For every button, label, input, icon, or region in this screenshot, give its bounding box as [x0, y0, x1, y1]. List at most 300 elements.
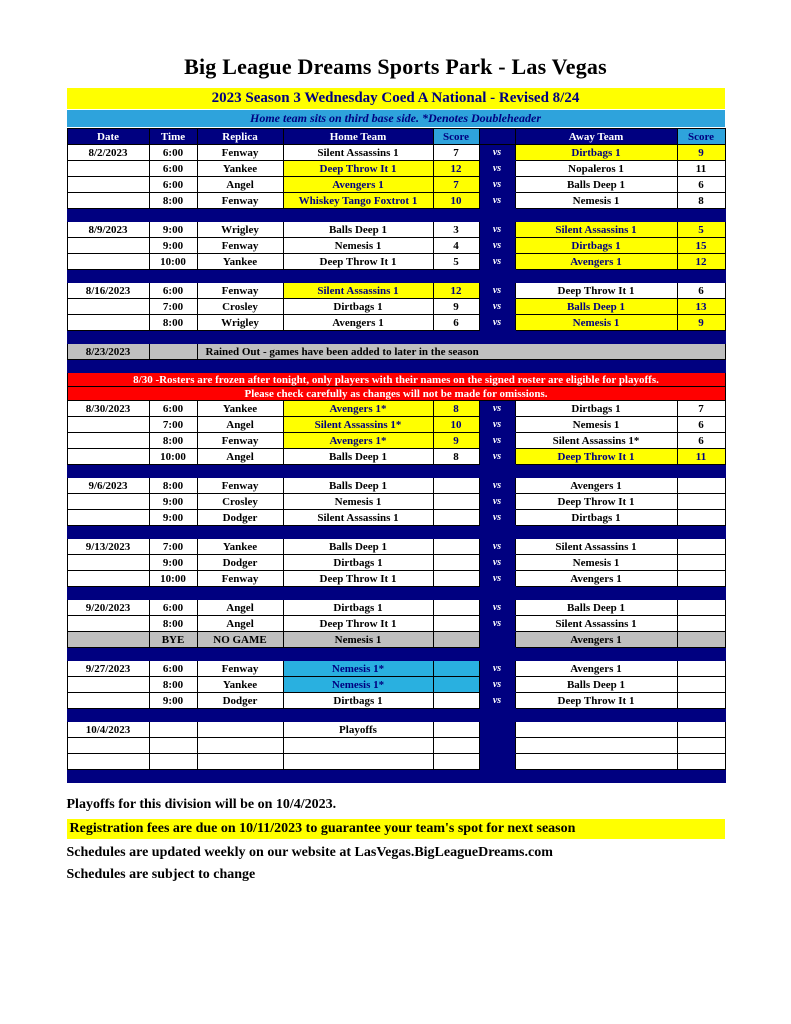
col-header-away-team: Away Team	[515, 129, 677, 145]
date-cell: 9/27/2023	[67, 661, 149, 677]
row-game	[67, 555, 725, 571]
date-cell	[67, 177, 149, 193]
row-game	[67, 433, 725, 449]
time-cell	[149, 344, 197, 360]
time-cell: 10:00	[149, 254, 197, 270]
footer-registration-note: Registration fees are due on 10/11/2023 to guarantee your team's spot for next season	[67, 819, 725, 839]
row-separator	[67, 587, 725, 600]
separator-bar	[67, 587, 725, 600]
away-score-cell	[677, 510, 725, 526]
col-header-score: Score	[433, 129, 479, 145]
home-team-cell: Nemesis 1*	[283, 661, 433, 677]
time-cell: 6:00	[149, 145, 197, 161]
away-team-cell: Deep Throw It 1	[515, 283, 677, 299]
away-score-cell: 15	[677, 238, 725, 254]
away-team-cell: Dirtbags 1	[515, 238, 677, 254]
separator-bar	[67, 270, 725, 283]
replica-cell: Yankee	[197, 677, 283, 693]
home-score-cell	[433, 738, 479, 754]
away-score-cell: 13	[677, 299, 725, 315]
replica-cell: Dodger	[197, 555, 283, 571]
replica-cell: Fenway	[197, 571, 283, 587]
row-separator	[67, 770, 725, 783]
home-score-cell	[433, 571, 479, 587]
home-team-cell: Balls Deep 1	[283, 478, 433, 494]
vs-cell: vs	[479, 449, 515, 465]
date-cell	[67, 632, 149, 648]
time-cell: 6:00	[149, 661, 197, 677]
schedule-body	[67, 145, 725, 783]
date-cell	[67, 677, 149, 693]
date-cell	[67, 510, 149, 526]
date-cell	[67, 193, 149, 209]
replica-cell: Fenway	[197, 478, 283, 494]
date-cell	[67, 417, 149, 433]
home-score-cell: 6	[433, 315, 479, 331]
date-cell: 8/9/2023	[67, 222, 149, 238]
date-cell	[67, 161, 149, 177]
replica-cell	[197, 722, 283, 738]
row-game	[67, 315, 725, 331]
date-cell	[67, 555, 149, 571]
row-game	[67, 145, 725, 161]
vs-cell: vs	[479, 510, 515, 526]
row-game	[67, 299, 725, 315]
date-cell: 8/2/2023	[67, 145, 149, 161]
date-cell	[67, 754, 149, 770]
vs-cell	[479, 754, 515, 770]
away-score-cell	[677, 555, 725, 571]
replica-cell: Dodger	[197, 510, 283, 526]
row-game	[67, 616, 725, 632]
away-score-cell: 11	[677, 449, 725, 465]
away-team-cell: Dirtbags 1	[515, 510, 677, 526]
row-alert	[67, 373, 725, 387]
away-score-cell: 6	[677, 417, 725, 433]
row-game	[67, 417, 725, 433]
date-cell: 8/23/2023	[67, 344, 149, 360]
schedule-header	[67, 129, 725, 145]
replica-cell: Angel	[197, 177, 283, 193]
home-score-cell	[433, 693, 479, 709]
col-header-vs	[479, 129, 515, 145]
away-team-cell: Silent Assassins 1	[515, 222, 677, 238]
home-score-cell: 9	[433, 433, 479, 449]
row-separator	[67, 270, 725, 283]
row-game	[67, 238, 725, 254]
home-team-cell: Dirtbags 1	[283, 693, 433, 709]
away-team-cell: Nopaleros 1	[515, 161, 677, 177]
home-team-cell	[283, 738, 433, 754]
home-team-cell: Deep Throw It 1	[283, 571, 433, 587]
replica-cell: Yankee	[197, 161, 283, 177]
away-team-cell: Balls Deep 1	[515, 177, 677, 193]
date-cell	[67, 254, 149, 270]
home-score-cell: 7	[433, 145, 479, 161]
home-team-cell: Deep Throw It 1	[283, 254, 433, 270]
home-score-cell: 10	[433, 193, 479, 209]
time-cell: 8:00	[149, 315, 197, 331]
replica-cell: Yankee	[197, 539, 283, 555]
away-team-cell: Silent Assassins 1	[515, 539, 677, 555]
time-cell: 10:00	[149, 449, 197, 465]
home-score-cell	[433, 754, 479, 770]
away-score-cell	[677, 754, 725, 770]
replica-cell: Fenway	[197, 661, 283, 677]
row-game	[67, 600, 725, 616]
time-cell: 9:00	[149, 238, 197, 254]
row-separator	[67, 331, 725, 344]
away-score-cell	[677, 600, 725, 616]
away-team-cell: Nemesis 1	[515, 193, 677, 209]
time-cell: BYE	[149, 632, 197, 648]
home-score-cell: 12	[433, 283, 479, 299]
row-empty	[67, 738, 725, 754]
vs-cell: vs	[479, 539, 515, 555]
time-cell: 6:00	[149, 177, 197, 193]
away-score-cell: 11	[677, 161, 725, 177]
home-team-cell: Nemesis 1	[283, 632, 433, 648]
vs-cell: vs	[479, 401, 515, 417]
home-team-cell: Whiskey Tango Foxtrot 1	[283, 193, 433, 209]
home-score-cell: 10	[433, 417, 479, 433]
time-cell: 7:00	[149, 417, 197, 433]
home-score-cell	[433, 632, 479, 648]
home-score-cell: 4	[433, 238, 479, 254]
footer-subject-to-change-note: Schedules are subject to change	[66, 867, 256, 882]
row-separator	[67, 465, 725, 478]
row-game	[67, 661, 725, 677]
vs-cell: vs	[479, 417, 515, 433]
time-cell: 10:00	[149, 571, 197, 587]
home-score-cell: 9	[433, 299, 479, 315]
vs-cell: vs	[479, 177, 515, 193]
time-cell: 9:00	[149, 510, 197, 526]
home-score-cell	[433, 555, 479, 571]
row-game	[67, 510, 725, 526]
date-cell	[67, 433, 149, 449]
footer-playoffs-note: Playoffs for this division will be on 10/4/2023.	[66, 797, 337, 812]
away-score-cell	[677, 722, 725, 738]
replica-cell	[197, 754, 283, 770]
time-cell: 8:00	[149, 433, 197, 449]
away-team-cell	[515, 722, 677, 738]
time-cell: 8:00	[149, 677, 197, 693]
away-score-cell	[677, 571, 725, 587]
col-header-home-team: Home Team	[283, 129, 433, 145]
vs-cell	[479, 722, 515, 738]
time-cell: 7:00	[149, 539, 197, 555]
home-team-cell: Silent Assassins 1	[283, 145, 433, 161]
row-game	[67, 283, 725, 299]
away-team-cell: Avengers 1	[515, 661, 677, 677]
row-separator	[67, 526, 725, 539]
separator-bar	[67, 526, 725, 539]
time-cell: 9:00	[149, 555, 197, 571]
away-team-cell: Balls Deep 1	[515, 600, 677, 616]
away-team-cell: Silent Assassins 1*	[515, 433, 677, 449]
home-team-cell: Avengers 1	[283, 177, 433, 193]
date-cell	[67, 693, 149, 709]
vs-cell: vs	[479, 677, 515, 693]
home-team-cell: Balls Deep 1	[283, 539, 433, 555]
row-playoffs	[67, 722, 725, 738]
replica-cell	[197, 738, 283, 754]
away-score-cell	[677, 539, 725, 555]
home-score-cell	[433, 677, 479, 693]
away-team-cell	[515, 738, 677, 754]
replica-cell: Crosley	[197, 494, 283, 510]
separator-bar	[67, 360, 725, 373]
replica-cell: Fenway	[197, 238, 283, 254]
date-cell	[67, 494, 149, 510]
home-score-cell	[433, 494, 479, 510]
away-score-cell: 9	[677, 145, 725, 161]
separator-bar	[67, 331, 725, 344]
away-team-cell: Silent Assassins 1	[515, 616, 677, 632]
date-cell: 10/4/2023	[67, 722, 149, 738]
away-score-cell	[677, 478, 725, 494]
date-cell: 9/20/2023	[67, 600, 149, 616]
replica-cell: Dodger	[197, 693, 283, 709]
vs-cell: vs	[479, 193, 515, 209]
time-cell	[149, 722, 197, 738]
away-team-cell: Avengers 1	[515, 254, 677, 270]
vs-cell: vs	[479, 661, 515, 677]
home-team-note-bar: Home team sits on third base side. *Denotes Doubleheader	[67, 110, 725, 127]
vs-cell: vs	[479, 478, 515, 494]
separator-bar	[67, 770, 725, 783]
away-team-cell: Nemesis 1	[515, 315, 677, 331]
time-cell: 8:00	[149, 478, 197, 494]
home-team-cell: Avengers 1*	[283, 401, 433, 417]
home-score-cell	[433, 510, 479, 526]
row-game	[67, 693, 725, 709]
schedule-page	[67, 0, 725, 883]
away-score-cell	[677, 661, 725, 677]
home-team-cell: Dirtbags 1	[283, 299, 433, 315]
date-cell: 8/16/2023	[67, 283, 149, 299]
away-team-cell: Dirtbags 1	[515, 145, 677, 161]
time-cell: 8:00	[149, 616, 197, 632]
replica-cell: Angel	[197, 600, 283, 616]
home-score-cell: 12	[433, 161, 479, 177]
replica-cell: Wrigley	[197, 222, 283, 238]
away-score-cell	[677, 738, 725, 754]
row-notice	[67, 344, 725, 360]
away-score-cell: 8	[677, 193, 725, 209]
away-team-cell	[515, 754, 677, 770]
home-team-cell: Playoffs	[283, 722, 433, 738]
row-game	[67, 193, 725, 209]
away-team-cell: Balls Deep 1	[515, 677, 677, 693]
row-game	[67, 177, 725, 193]
col-header-score: Score	[677, 129, 725, 145]
date-cell: 9/6/2023	[67, 478, 149, 494]
away-team-cell: Dirtbags 1	[515, 401, 677, 417]
replica-cell: Wrigley	[197, 315, 283, 331]
away-team-cell: Avengers 1	[515, 478, 677, 494]
replica-cell: Angel	[197, 417, 283, 433]
col-header-date: Date	[67, 129, 149, 145]
home-score-cell	[433, 661, 479, 677]
replica-cell: Crosley	[197, 299, 283, 315]
row-game	[67, 571, 725, 587]
away-score-cell	[677, 494, 725, 510]
separator-bar	[67, 209, 725, 222]
row-game	[67, 401, 725, 417]
vs-cell: vs	[479, 600, 515, 616]
vs-cell: vs	[479, 616, 515, 632]
vs-cell: vs	[479, 433, 515, 449]
vs-cell: vs	[479, 571, 515, 587]
time-cell: 8:00	[149, 193, 197, 209]
home-team-cell: Avengers 1*	[283, 433, 433, 449]
away-team-cell: Deep Throw It 1	[515, 494, 677, 510]
away-score-cell: 6	[677, 283, 725, 299]
time-cell	[149, 738, 197, 754]
home-score-cell	[433, 722, 479, 738]
away-team-cell: Nemesis 1	[515, 417, 677, 433]
home-team-cell: Balls Deep 1	[283, 449, 433, 465]
vs-cell: vs	[479, 283, 515, 299]
date-cell	[67, 315, 149, 331]
vs-cell: vs	[479, 161, 515, 177]
away-team-cell: Avengers 1	[515, 571, 677, 587]
col-header-time: Time	[149, 129, 197, 145]
away-team-cell: Deep Throw It 1	[515, 693, 677, 709]
home-team-cell: Avengers 1	[283, 315, 433, 331]
date-cell	[67, 449, 149, 465]
date-cell	[67, 299, 149, 315]
away-team-cell: Balls Deep 1	[515, 299, 677, 315]
vs-cell: vs	[479, 238, 515, 254]
replica-cell: Yankee	[197, 254, 283, 270]
away-score-cell	[677, 632, 725, 648]
replica-cell: Fenway	[197, 433, 283, 449]
separator-bar	[67, 465, 725, 478]
home-team-cell: Deep Throw It 1	[283, 616, 433, 632]
row-game	[67, 677, 725, 693]
date-cell	[67, 238, 149, 254]
home-score-cell: 7	[433, 177, 479, 193]
row-separator	[67, 360, 725, 373]
row-separator	[67, 209, 725, 222]
away-score-cell	[677, 677, 725, 693]
replica-cell: NO GAME	[197, 632, 283, 648]
notice-text: Rained Out - games have been added to later in the season	[197, 344, 725, 360]
vs-cell: vs	[479, 555, 515, 571]
row-separator	[67, 709, 725, 722]
footer-website-note: Schedules are updated weekly on our website at LasVegas.BigLeagueDreams.com	[66, 845, 553, 860]
home-score-cell: 3	[433, 222, 479, 238]
schedule-table	[67, 128, 726, 783]
home-score-cell: 8	[433, 449, 479, 465]
row-bye	[67, 632, 725, 648]
away-score-cell	[677, 693, 725, 709]
time-cell: 6:00	[149, 401, 197, 417]
alert-text: Please check carefully as changes will not be made for omissions.	[67, 387, 725, 401]
home-team-cell	[283, 754, 433, 770]
header-row	[67, 129, 725, 145]
time-cell: 6:00	[149, 283, 197, 299]
row-game	[67, 539, 725, 555]
home-score-cell	[433, 539, 479, 555]
vs-cell: vs	[479, 145, 515, 161]
date-cell	[67, 738, 149, 754]
away-team-cell: Deep Throw It 1	[515, 449, 677, 465]
vs-cell: vs	[479, 299, 515, 315]
separator-bar	[67, 709, 725, 722]
vs-cell: vs	[479, 494, 515, 510]
home-score-cell	[433, 600, 479, 616]
vs-cell	[479, 632, 515, 648]
home-team-cell: Nemesis 1*	[283, 677, 433, 693]
home-score-cell	[433, 478, 479, 494]
time-cell: 9:00	[149, 693, 197, 709]
time-cell: 9:00	[149, 494, 197, 510]
home-team-cell: Dirtbags 1	[283, 600, 433, 616]
home-score-cell: 8	[433, 401, 479, 417]
time-cell: 7:00	[149, 299, 197, 315]
time-cell: 6:00	[149, 600, 197, 616]
home-team-cell: Dirtbags 1	[283, 555, 433, 571]
row-game	[67, 494, 725, 510]
date-cell: 9/13/2023	[67, 539, 149, 555]
away-score-cell: 6	[677, 177, 725, 193]
alert-text: 8/30 -Rosters are frozen after tonight, only players with their names on the signed roster are eligible for playoffs.	[67, 373, 725, 387]
date-cell	[67, 571, 149, 587]
row-game	[67, 161, 725, 177]
date-cell: 8/30/2023	[67, 401, 149, 417]
footer	[67, 797, 725, 883]
time-cell: 9:00	[149, 222, 197, 238]
replica-cell: Yankee	[197, 401, 283, 417]
row-game	[67, 478, 725, 494]
away-score-cell: 6	[677, 433, 725, 449]
home-team-cell: Balls Deep 1	[283, 222, 433, 238]
col-header-replica: Replica	[197, 129, 283, 145]
row-alert	[67, 387, 725, 401]
home-team-cell: Nemesis 1	[283, 238, 433, 254]
away-team-cell: Avengers 1	[515, 632, 677, 648]
replica-cell: Angel	[197, 616, 283, 632]
vs-cell: vs	[479, 222, 515, 238]
home-team-cell: Nemesis 1	[283, 494, 433, 510]
row-empty	[67, 754, 725, 770]
season-subtitle: 2023 Season 3 Wednesday Coed A National - Revised 8/24	[67, 88, 725, 109]
time-cell	[149, 754, 197, 770]
home-team-cell: Silent Assassins 1	[283, 510, 433, 526]
date-cell	[67, 616, 149, 632]
away-score-cell: 9	[677, 315, 725, 331]
row-game	[67, 449, 725, 465]
away-score-cell: 7	[677, 401, 725, 417]
away-team-cell: Nemesis 1	[515, 555, 677, 571]
vs-cell	[479, 738, 515, 754]
page-title: Big League Dreams Sports Park - Las Vegas	[184, 54, 607, 79]
home-team-cell: Silent Assassins 1*	[283, 417, 433, 433]
vs-cell: vs	[479, 693, 515, 709]
replica-cell: Fenway	[197, 283, 283, 299]
home-score-cell	[433, 616, 479, 632]
time-cell: 6:00	[149, 161, 197, 177]
replica-cell: Fenway	[197, 145, 283, 161]
home-team-cell: Deep Throw It 1	[283, 161, 433, 177]
away-score-cell	[677, 616, 725, 632]
home-team-cell: Silent Assassins 1	[283, 283, 433, 299]
replica-cell: Fenway	[197, 193, 283, 209]
